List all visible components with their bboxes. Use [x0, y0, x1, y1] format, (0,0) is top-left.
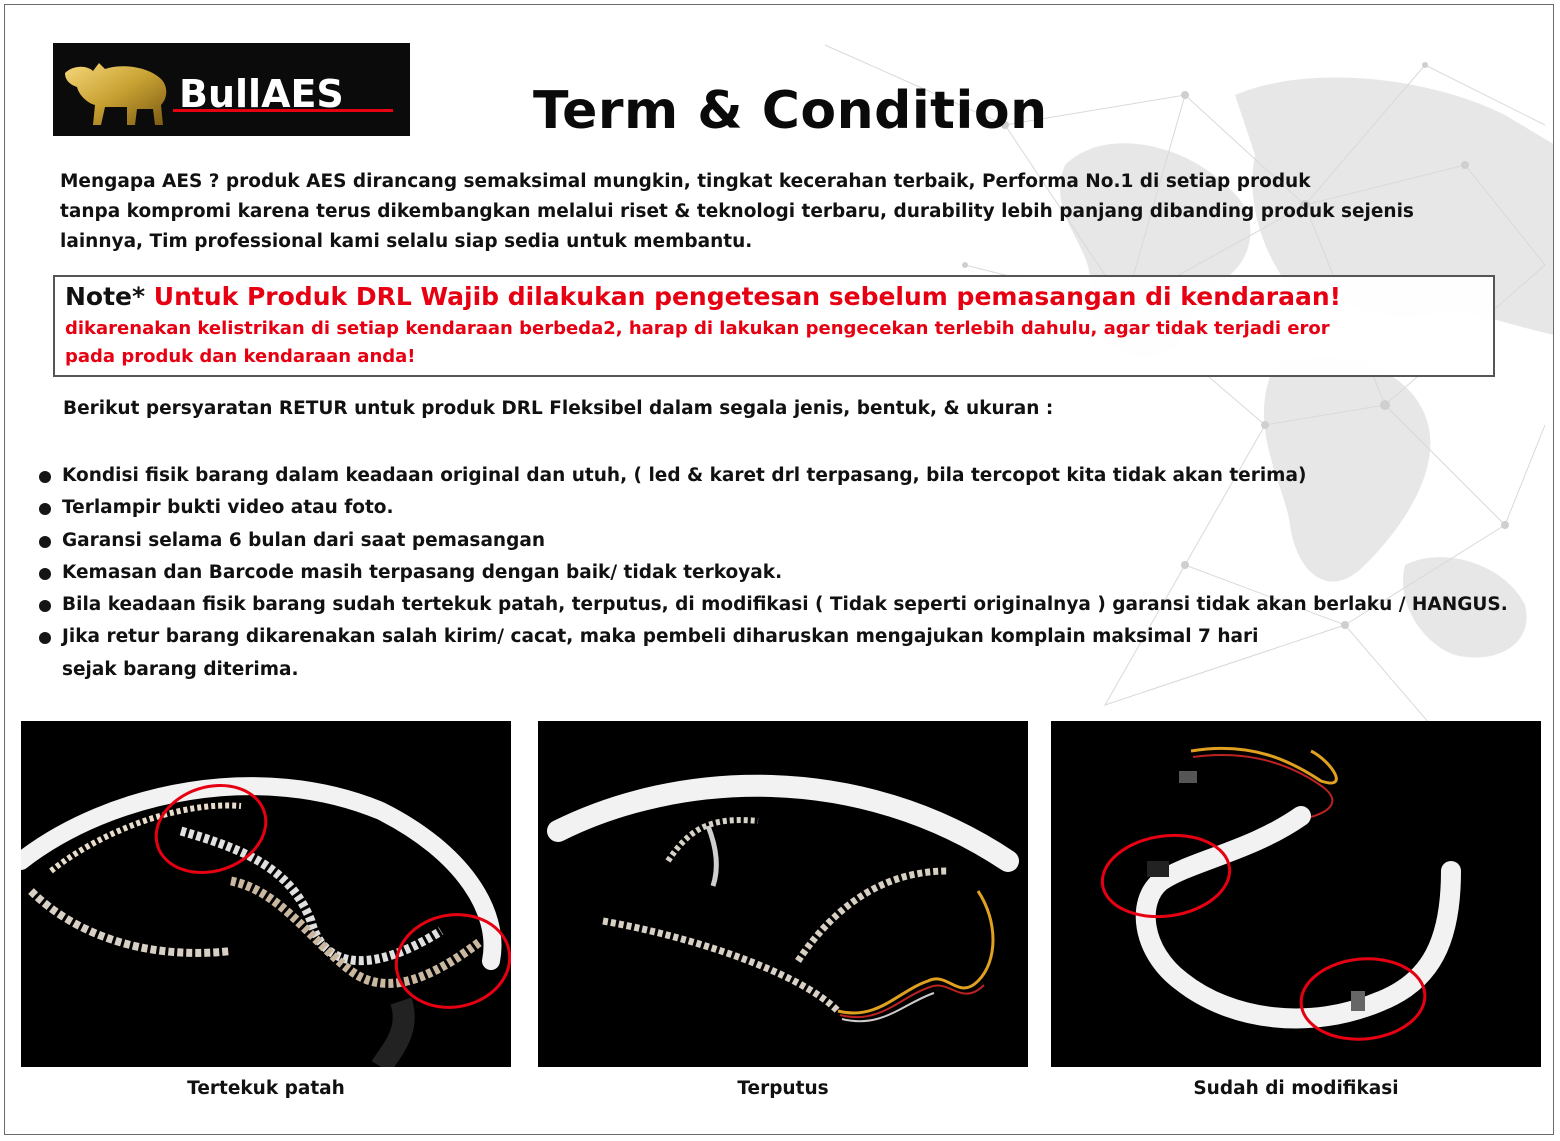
requirements-intro: Berikut persyaratan RETUR untuk produk DRL Fleksibel dalam segala jenis, bentuk, & ukuran :: [63, 398, 1054, 419]
photo-bent-strip: [21, 721, 511, 1067]
list-item: Bila keadaan fisik barang sudah tertekuk patah, terputus, di modifikasi ( Tidak seperti originalnya ) garansi tidak akan berlaku / HANGUS.: [39, 589, 1508, 621]
bullet-icon: [39, 600, 51, 612]
bullet-icon: [39, 536, 51, 548]
bullaes-logo: [53, 43, 410, 136]
intro-line: lainnya, Tim professional kami selalu siap sedia untuk membantu.: [60, 231, 753, 252]
return-rules-list: [39, 460, 1508, 686]
list-item-continuation: sejak barang diterima.: [62, 658, 299, 680]
bull-icon: [53, 43, 410, 136]
note-prefix: Note*: [65, 282, 146, 311]
note-headline: Untuk Produk DRL Wajib dilakukan pengetesan sebelum pemasangan di kendaraan!: [153, 282, 1342, 311]
note-headline-row: [65, 279, 1483, 315]
note-body-line: dikarenakan kelistrikan di setiap kendaraan berbeda2, harap di lakukan pengecekan terlebih dahulu, agar tidak terjadi eror: [65, 318, 1330, 339]
intro-line: Mengapa AES ? produk AES dirancang semaksimal mungkin, tingkat kecerahan terbaik, Performa No.1 di setiap produk: [60, 171, 1311, 192]
bullet-icon: [39, 471, 51, 483]
page-title: Term & Condition: [533, 81, 1048, 141]
intro-paragraph: [60, 167, 1520, 257]
photo-modified-strip: [1051, 721, 1541, 1067]
photo-cut-strip: [538, 721, 1028, 1067]
bullet-icon: [39, 632, 51, 644]
photo-caption: Sudah di modifikasi: [1193, 1078, 1399, 1099]
intro-line: tanpa kompromi karena terus dikembangkan melalui riset & teknologi terbaru, durability lebih panjang dibanding produk sejenis: [60, 201, 1414, 222]
list-item: Terlampir bukti video atau foto.: [39, 492, 1508, 524]
terms-page: [4, 4, 1554, 1135]
list-item: Kondisi fisik barang dalam keadaan original dan utuh, ( led & karet drl terpasang, bila tercopot kita tidak akan terima): [39, 460, 1508, 492]
photo-caption: Tertekuk patah: [187, 1078, 345, 1099]
list-item: Garansi selama 6 bulan dari saat pemasangan: [39, 525, 1508, 557]
list-item: Jika retur barang dikarenakan salah kirim/ cacat, maka pembeli diharuskan mengajukan komplain maksimal 7 hari: [39, 621, 1508, 653]
list-item: Kemasan dan Barcode masih terpasang dengan baik/ tidak terkoyak.: [39, 557, 1508, 589]
note-box: [53, 275, 1495, 377]
bullet-icon: [39, 568, 51, 580]
note-body-line: pada produk dan kendaraan anda!: [65, 346, 416, 367]
svg-text:BullAES: BullAES: [179, 72, 344, 116]
bullet-icon: [39, 503, 51, 515]
photo-caption: Terputus: [737, 1078, 829, 1099]
